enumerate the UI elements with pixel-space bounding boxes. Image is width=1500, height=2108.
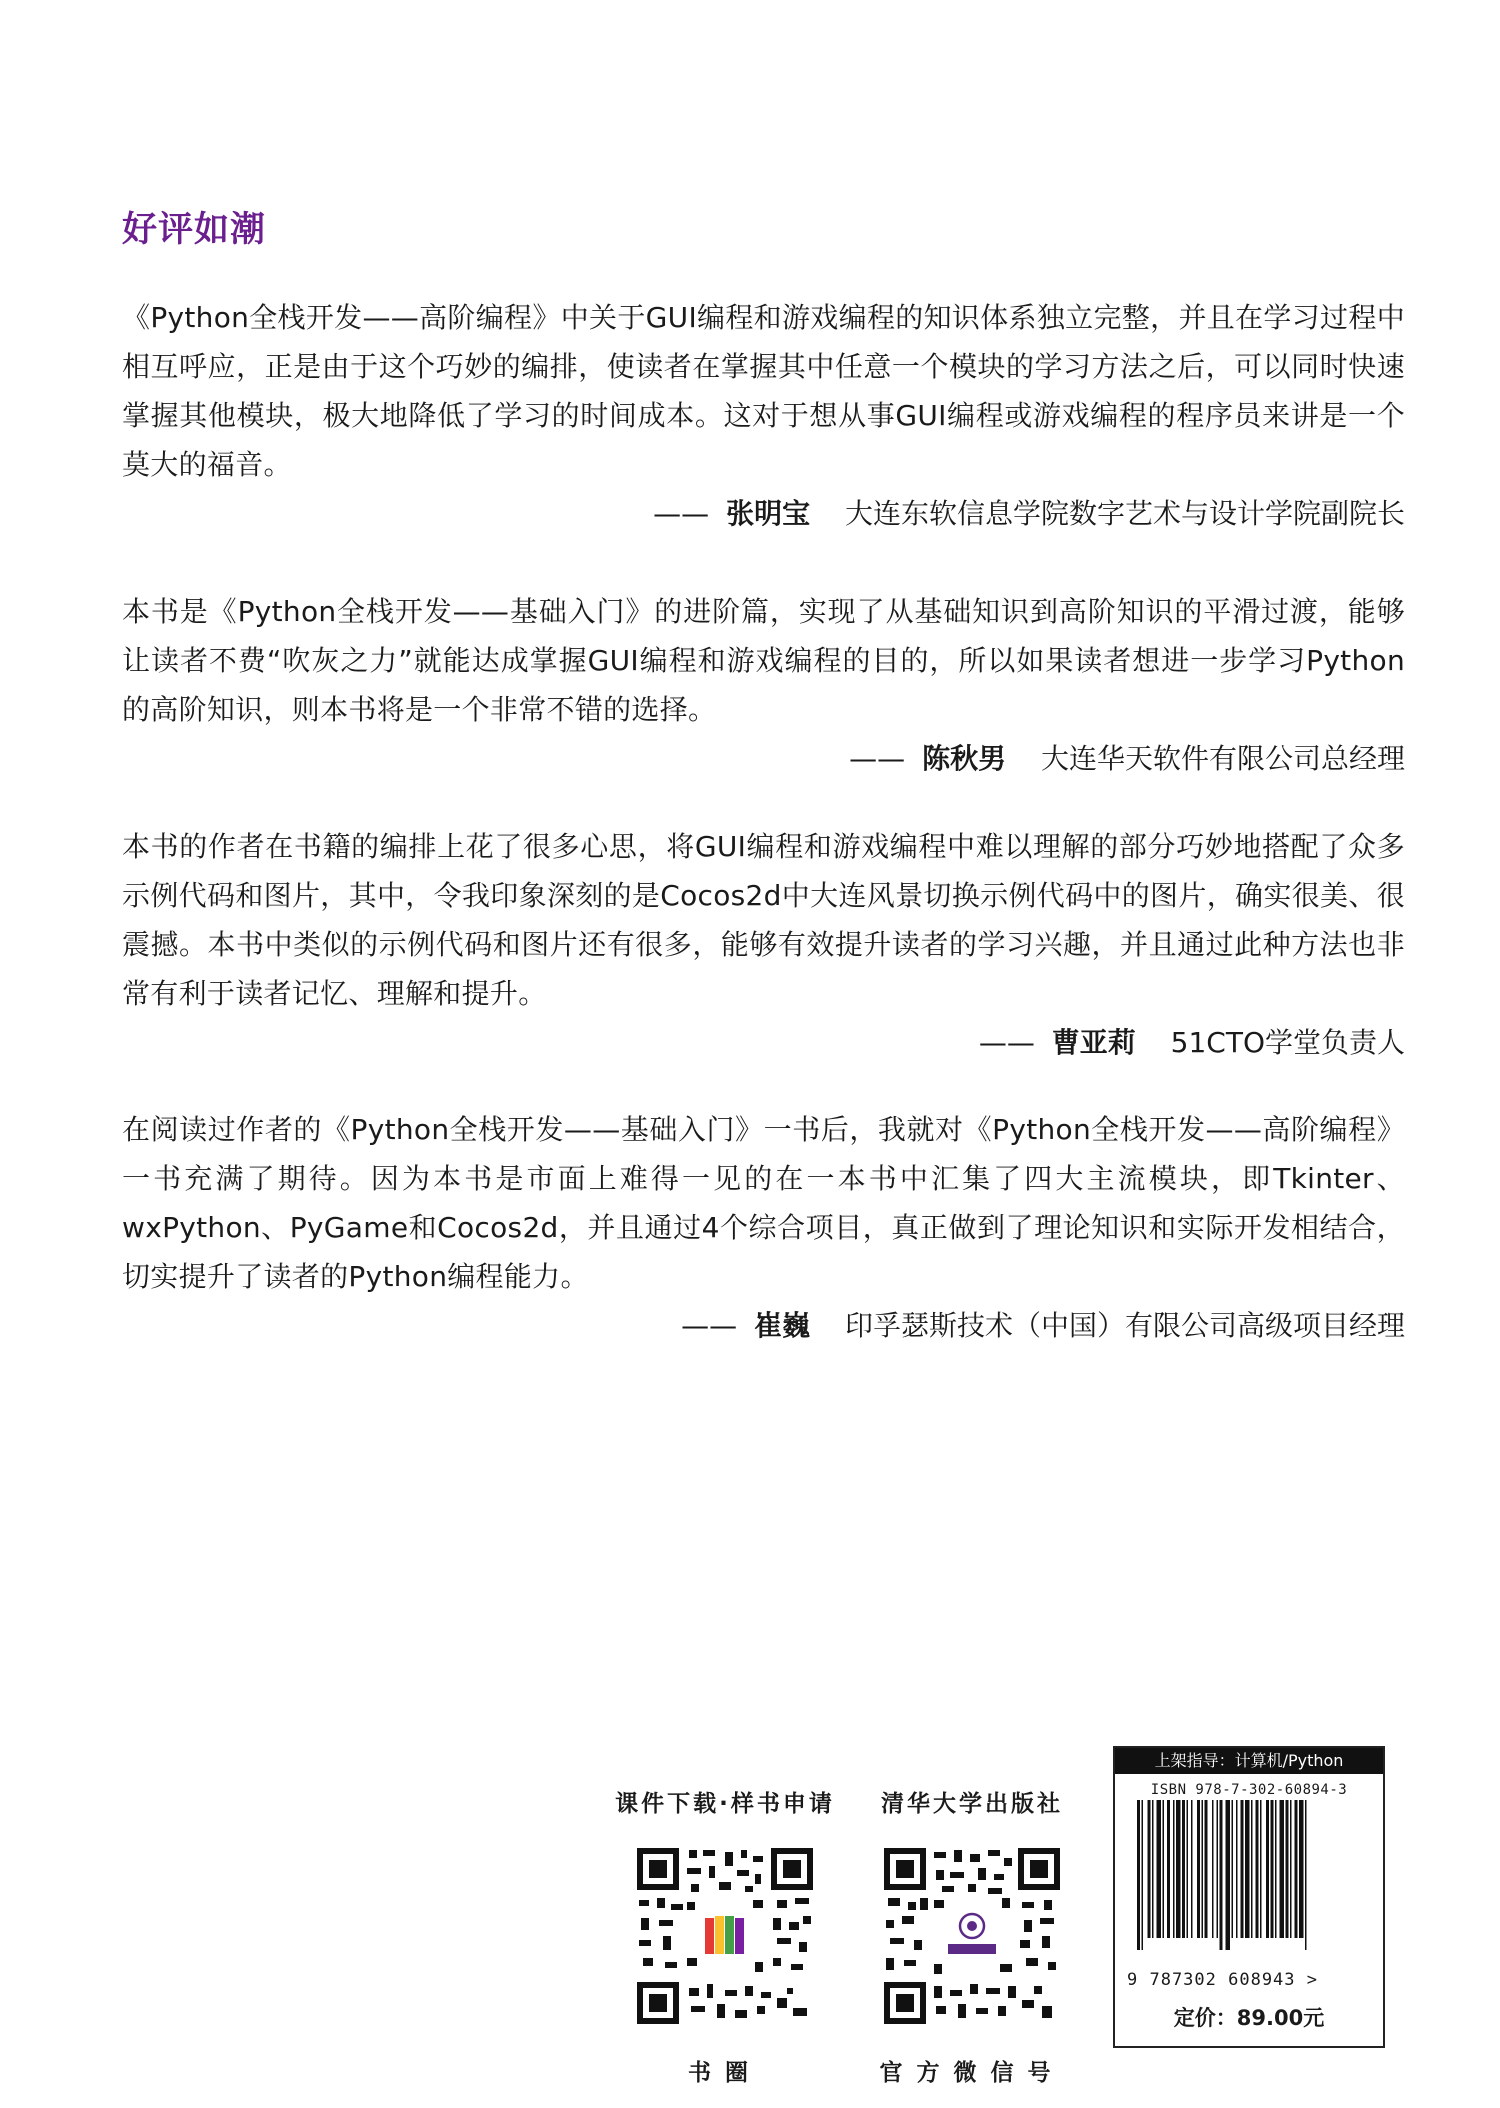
barcode-bar: [1280, 1800, 1285, 1938]
barcode-bar: [1241, 1800, 1244, 1938]
attribution-dash: ——: [849, 742, 906, 775]
attribution-dash: ——: [681, 1309, 738, 1342]
barcode-bar: [1191, 1800, 1193, 1938]
review-3: [122, 822, 1405, 1067]
barcode-bar: [1197, 1800, 1200, 1938]
barcode-bar: [1187, 1800, 1189, 1938]
review-attribution: [122, 734, 1405, 783]
barcode-bar: [1275, 1800, 1277, 1938]
barcode-bar: [1286, 1800, 1289, 1938]
qr-block-publisher: [862, 1785, 1082, 2087]
barcode-graphic: [1131, 1800, 1367, 1950]
barcode-bar: [1152, 1800, 1154, 1938]
barcode-bar: [1295, 1800, 1298, 1938]
barcode-bar: [1251, 1800, 1253, 1938]
barcode-bar: [1220, 1800, 1223, 1950]
review-attribution: [122, 489, 1405, 538]
qr-code-graphic: [637, 1848, 813, 2024]
barcode-bar: [1142, 1800, 1144, 1950]
qr-caption: 官方微信号: [879, 2060, 1065, 2086]
barcode-bar: [1176, 1800, 1181, 1938]
review-attribution: [122, 1301, 1405, 1350]
ean-digits: 9 787302 608943 >: [1127, 1970, 1318, 1990]
barcode-bar: [1173, 1800, 1175, 1938]
barcode-bar: [1232, 1800, 1234, 1938]
barcode-bar: [1299, 1800, 1304, 1938]
barcode-bar: [1266, 1800, 1269, 1938]
qr-caption: 书圈: [688, 2060, 762, 2086]
qr-title: 课件下载·样书申请: [615, 1791, 835, 1817]
qr-block-shuquan: [615, 1785, 835, 2087]
review-attribution: [122, 1018, 1405, 1067]
barcode-bar: [1137, 1800, 1140, 1950]
review-text: 在阅读过作者的《Python全栈开发——基础入门》一书后，我就对《Python全栈开发——高阶编程》一书充满了期待。因为本书是市面上难得一见的在一本书中汇集了四大主流模块，即Tkinter、wxPython、PyGame和Cocos2d，并且通过4个综合项目，真正做到了理论知识和实际开发相结合，切实提升了读者的Python编程能力。: [122, 1113, 1405, 1293]
reviewer-title: 印孚瑟斯技术（中国）有限公司高级项目经理: [844, 1309, 1405, 1342]
reviewer-name: 曹亚莉: [1051, 1026, 1136, 1059]
barcode-bar: [1245, 1800, 1250, 1938]
attribution-dash: ——: [653, 497, 710, 530]
barcode-bar: [1305, 1800, 1307, 1950]
barcode-bar: [1217, 1800, 1219, 1938]
review-text: 本书的作者在书籍的编排上花了很多心思，将GUI编程和游戏编程中难以理解的部分巧妙地搭配了众多示例代码和图片，其中，令我印象深刻的是Cocos2d中大连风景切换示例代码中的图片，确实很美、很震撼。本书中类似的示例代码和图片还有很多，能够有效提升读者的学习兴趣，并且通过此种方法也非常有利于读者记忆、理解和提升。: [122, 830, 1405, 1010]
qr-code-graphic: [884, 1848, 1060, 2024]
barcode-bar: [1163, 1800, 1165, 1938]
barcode-bar: [1205, 1800, 1208, 1938]
review-text: 本书是《Python全栈开发——基础入门》的进阶篇，实现了从基础知识到高阶知识的平滑过渡，能够让读者不费“吹灰之力”就能达成掌握GUI编程和游戏编程的目的，所以如果读者想进一步学习Python的高阶知识，则本书将是一个非常不错的选择。: [122, 595, 1405, 726]
barcode-bar: [1260, 1800, 1262, 1938]
barcode-bar: [1182, 1800, 1185, 1938]
qr-title: 清华大学出版社: [881, 1791, 1063, 1817]
review-2: [122, 587, 1405, 783]
reviewer-title: 51CTO学堂负责人: [1170, 1026, 1405, 1059]
qr-code[interactable]: [884, 1848, 1060, 2024]
barcode-bar: [1236, 1800, 1238, 1938]
barcode-bar: [1148, 1800, 1151, 1938]
attribution-dash: ——: [978, 1026, 1035, 1059]
section-heading: 好评如潮: [122, 210, 267, 250]
isbn-barcode-box: [1113, 1746, 1385, 2048]
isbn-text: ISBN 978-7-302-60894-3: [1150, 1782, 1348, 1798]
barcode-bar: [1271, 1800, 1274, 1938]
reviewer-name: 崔巍: [754, 1309, 811, 1342]
review-4: [122, 1105, 1405, 1350]
review-1: [122, 293, 1405, 538]
barcode-bar: [1256, 1800, 1259, 1938]
reviewer-title: 大连东软信息学院数字艺术与设计学院副院长: [844, 497, 1405, 530]
price: 定价：89.00元: [1173, 2006, 1325, 2030]
shelf-label: 上架指导：计算机/Python: [1115, 1748, 1383, 1774]
reviewer-name: 陈秋男: [922, 742, 1007, 775]
reviewer-name: 张明宝: [726, 497, 811, 530]
barcode-bar: [1290, 1800, 1292, 1938]
barcode-bar: [1226, 1800, 1231, 1950]
barcode-bar: [1167, 1800, 1170, 1938]
barcode-bar: [1212, 1800, 1214, 1938]
qr-code[interactable]: [637, 1848, 813, 2024]
reviewer-title: 大连华天软件有限公司总经理: [1040, 742, 1405, 775]
barcode-bar: [1202, 1800, 1204, 1938]
barcode-bar: [1157, 1800, 1162, 1938]
review-text: 《Python全栈开发——高阶编程》中关于GUI编程和游戏编程的知识体系独立完整，并且在学习过程中相互呼应，正是由于这个巧妙的编排，使读者在掌握其中任意一个模块的学习方法之后，可以同时快速掌握其他模块，极大地降低了学习的时间成本。这对于想从事GUI编程或游戏编程的程序员来讲是一个莫大的福音。: [122, 301, 1405, 481]
